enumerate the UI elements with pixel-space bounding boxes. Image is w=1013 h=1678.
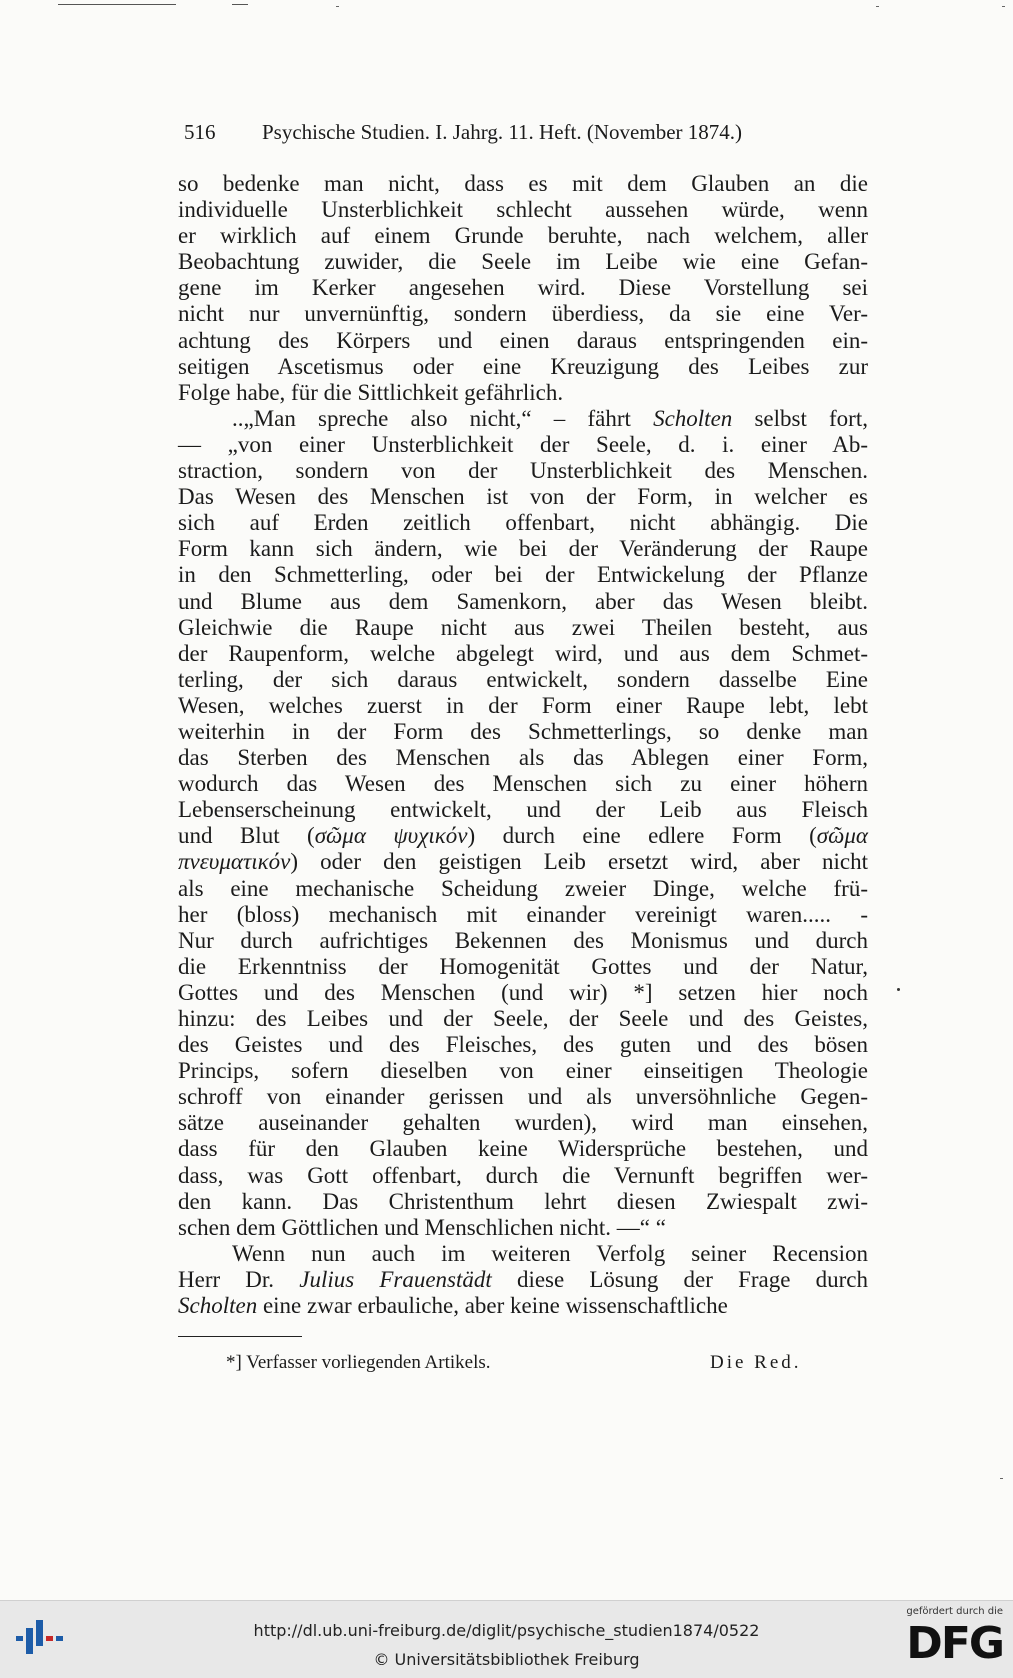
text-run: individuelle Unsterblichkeit schlecht aussehen würde, wenn xyxy=(178,197,868,223)
text-run: eine zwar erbauliche, aber keine wissenschaftliche xyxy=(257,1293,728,1319)
text-line xyxy=(178,1241,868,1267)
text-run: Beobachtung zuwider, die Seele im Leibe wie eine Gefan- xyxy=(178,249,868,275)
text-line xyxy=(178,536,868,562)
text-run: Gottes und des Menschen (und wir) *] setzen hier noch xyxy=(178,979,868,1005)
text-line xyxy=(178,1032,868,1058)
text-line xyxy=(178,406,868,432)
text-line xyxy=(178,745,868,771)
text-line xyxy=(178,328,868,354)
text-run: weiterhin in der Form des Schmetterlings, so denke man xyxy=(178,718,868,744)
text-line xyxy=(178,380,868,406)
text-run: er wirklich auf einem Grunde beruhte, nach welchem, aller xyxy=(178,223,868,249)
text-line xyxy=(178,615,868,641)
text-line xyxy=(178,432,868,458)
text-run: ) durch eine edlere Form ( xyxy=(467,823,817,849)
text-run: Das Wesen des Menschen ist von der Form, in welcher es xyxy=(178,484,868,510)
text-run: hinzu: des Leibes und der Seele, der Seele und des Geistes, xyxy=(178,1006,868,1031)
text-run: des Geistes und des Fleisches, des guten und des bösen xyxy=(178,1032,868,1058)
text-line xyxy=(178,1215,868,1241)
text-run: gene im Kerker angesehen wird. Diese Vorstellung sei xyxy=(178,275,868,301)
scan-mark xyxy=(876,6,879,7)
text-run: her (bloss) mechanisch mit einander vereinigt waren..... - xyxy=(178,901,868,927)
text-line xyxy=(178,797,868,823)
text-run: achtung des Körpers und einen daraus entspringenden ein- xyxy=(178,327,868,353)
text-line xyxy=(178,693,868,719)
text-run: wodurch das Wesen des Menschen sich zu einer höhern xyxy=(178,771,868,797)
text-line xyxy=(178,849,868,875)
scan-mark xyxy=(1002,6,1005,7)
text-line xyxy=(178,928,868,954)
text-run: den kann. Das Christenthum lehrt diesen Zwiespalt zwi- xyxy=(178,1188,868,1214)
text-line xyxy=(178,484,868,510)
text-line xyxy=(178,954,868,980)
footnote xyxy=(226,1352,826,1374)
text-run: Princips, sofern dieselben von einer einseitigen Theologie xyxy=(178,1058,868,1084)
text-run: Lebenserscheinung entwickelt, und der Leib aus Fleisch xyxy=(178,797,868,823)
text-run: Herr Dr. xyxy=(178,1266,300,1292)
text-line xyxy=(178,667,868,693)
text-line xyxy=(178,771,868,797)
text-run: als eine mechanische Scheidung zweier Dinge, welche frü- xyxy=(178,875,868,901)
text-run: dass für den Glauben keine Widersprüche bestehen, und xyxy=(178,1136,868,1162)
text-run: Wenn nun auch im weiteren Verfolg seiner Recension xyxy=(232,1240,868,1266)
text-run: das Sterben des Menschen als das Ablegen einer Form, xyxy=(178,745,868,771)
dfg-tagline: gefördert durch die xyxy=(906,1606,1003,1617)
text-line xyxy=(178,902,868,928)
dfg-logo xyxy=(893,1606,1003,1670)
text-line xyxy=(178,354,868,380)
text-run: schroff von einander gerissen und als unversöhnliche Gegen- xyxy=(178,1084,868,1110)
footnote-text: *] Verfasser vorliegenden Artikels. xyxy=(226,1352,491,1373)
scan-edge-line xyxy=(232,4,248,5)
text-line xyxy=(178,171,868,197)
text-run: in den Schmetterling, oder bei der Entwickelung der Pflanze xyxy=(178,562,868,588)
italic-text: Scholten xyxy=(178,1293,258,1319)
text-line xyxy=(178,301,868,327)
text-run: ..„Man spreche also nicht,“ – fährt xyxy=(232,405,654,431)
text-line xyxy=(178,980,868,1006)
text-line xyxy=(178,223,868,249)
text-run: Folge habe, für die Sittlichkeit gefährlich. xyxy=(178,379,564,405)
text-line xyxy=(178,1136,868,1162)
text-run: diese Lösung der Frage durch xyxy=(491,1266,868,1292)
text-run: sich auf Erden zeitlich offenbart, nicht abhängig. Die xyxy=(178,510,868,536)
italic-text: Scholten xyxy=(653,405,733,431)
scan-mark xyxy=(336,6,339,7)
text-line xyxy=(178,562,868,588)
text-line xyxy=(178,719,868,745)
scan-edge-line xyxy=(58,4,176,5)
italic-text: σῶμα ψυχικόν xyxy=(314,823,468,849)
text-run: sätze auseinander gehalten wurden), wird man einsehen, xyxy=(178,1110,868,1136)
page-number: 516 xyxy=(184,120,216,144)
text-line xyxy=(178,275,868,301)
scan-speck xyxy=(897,988,900,991)
text-run: nicht nur unvernünftig, sondern überdiess, da sie eine Ver- xyxy=(178,301,868,327)
text-run: straction, sondern von der Unsterblichkeit des Menschen. xyxy=(178,458,868,484)
text-line xyxy=(178,823,868,849)
body-text xyxy=(178,171,868,1319)
text-line xyxy=(178,458,868,484)
text-line xyxy=(178,589,868,615)
text-run: und Blut ( xyxy=(178,823,315,849)
text-line xyxy=(178,1293,868,1319)
text-run: terling, der sich daraus entwickelt, sondern dasselbe Eine xyxy=(178,666,868,692)
scan-mark xyxy=(1000,1478,1003,1479)
text-line xyxy=(178,1189,868,1215)
text-line xyxy=(178,1006,868,1032)
text-line xyxy=(178,1267,868,1293)
footnote-rule xyxy=(178,1336,302,1337)
text-run: selbst fort, xyxy=(732,405,868,431)
text-line xyxy=(178,510,868,536)
text-run: und Blume aus dem Samenkorn, aber das Wesen bleibt. xyxy=(178,588,868,614)
text-run: Wesen, welches zuerst in der Form einer Raupe lebt, lebt xyxy=(178,692,868,718)
text-run: Gleichwie die Raupe nicht aus zwei Theilen besteht, aus xyxy=(178,614,868,640)
italic-text: Julius Frauenstädt xyxy=(299,1266,492,1292)
text-run: dass, was Gott offenbart, durch die Vernunft begriffen wer- xyxy=(178,1162,868,1188)
text-line xyxy=(178,1110,868,1136)
text-run: der Raupenform, welche abgelegt wird, und aus dem Schmet- xyxy=(178,640,868,666)
text-run: Form kann sich ändern, wie bei der Veränderung der Raupe xyxy=(178,536,868,562)
dfg-wordmark: DFG xyxy=(906,1618,1003,1669)
text-run: Nur durch aufrichtiges Bekennen des Monismus und durch xyxy=(178,927,868,953)
text-line xyxy=(178,876,868,902)
italic-text: σῶμα xyxy=(816,823,868,849)
text-run: die Erkenntniss der Homogenität Gottes und der Natur, xyxy=(178,953,868,979)
italic-text: πνευματικόν xyxy=(178,849,291,875)
text-line xyxy=(178,1058,868,1084)
text-run: ) oder den geistigen Leib ersetzt wird, aber nicht xyxy=(290,849,868,875)
permalink-url[interactable]: http://dl.ub.uni-freiburg.de/diglit/psychische_studien1874/0522 xyxy=(253,1621,760,1640)
text-run: so bedenke man nicht, dass es mit dem Glauben an die xyxy=(178,171,868,196)
running-title: Psychische Studien. I. Jahrg. 11. Heft. (November 1874.) xyxy=(262,120,742,144)
text-run: — „von einer Unsterblichkeit der Seele, d. i. einer Ab- xyxy=(178,431,868,457)
text-line xyxy=(178,249,868,275)
copyright-notice: © Universitätsbibliothek Freiburg xyxy=(373,1650,640,1669)
footnote-signature: Die Red. xyxy=(710,1352,802,1373)
text-run: schen dem Göttlichen und Menschlichen nicht. —“ “ xyxy=(178,1214,666,1240)
text-line xyxy=(178,641,868,667)
text-run: seitigen Ascetismus oder eine Kreuzigung des Leibes zur xyxy=(178,353,868,379)
text-line xyxy=(178,1084,868,1110)
text-line xyxy=(178,1163,868,1189)
text-line xyxy=(178,197,868,223)
